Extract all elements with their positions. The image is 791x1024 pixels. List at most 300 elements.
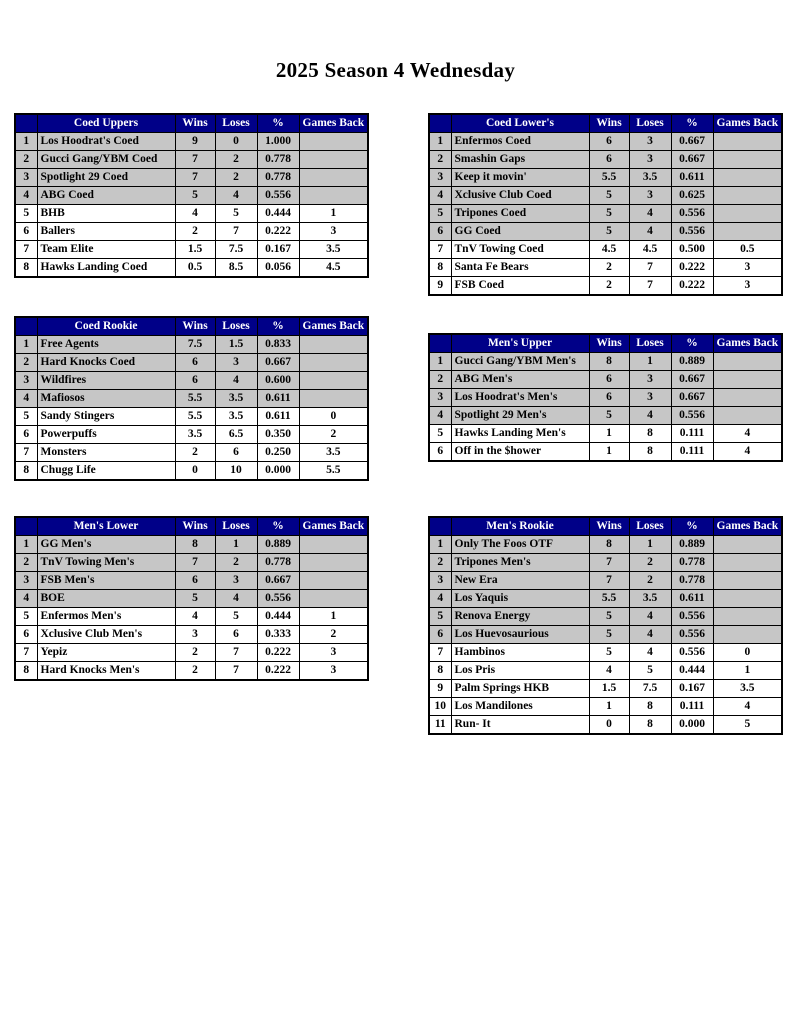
wins-cell: 5 — [589, 187, 629, 205]
table-header-row — [429, 334, 782, 353]
team-name-cell: Only The Foos OTF — [451, 536, 589, 554]
table-row — [15, 572, 368, 590]
pct-cell: 0.556 — [257, 187, 299, 205]
games-back-cell — [713, 572, 782, 590]
wins-cell: 1 — [589, 443, 629, 462]
table-row — [429, 371, 782, 389]
rank-column-header — [15, 114, 37, 133]
wins-cell: 7 — [175, 169, 215, 187]
loses-cell: 4 — [215, 187, 257, 205]
rank-column-header — [15, 517, 37, 536]
rank-column-header — [429, 517, 451, 536]
games-back-cell: 4 — [713, 443, 782, 462]
loses-cell: 3 — [215, 572, 257, 590]
rank-column-header — [429, 114, 451, 133]
rank-cell: 8 — [15, 462, 37, 481]
rank-cell: 1 — [429, 536, 451, 554]
col-header-pct: % — [671, 334, 713, 353]
games-back-cell: 2 — [299, 426, 368, 444]
pct-cell: 0.556 — [257, 590, 299, 608]
table-row — [429, 590, 782, 608]
pct-cell: 0.333 — [257, 626, 299, 644]
pct-cell: 0.667 — [671, 371, 713, 389]
table-row — [429, 205, 782, 223]
games-back-cell: 0 — [713, 644, 782, 662]
standings-table-coed-rookie — [14, 316, 369, 481]
loses-cell: 4 — [215, 372, 257, 390]
loses-cell: 8 — [629, 716, 671, 735]
team-name-cell: Palm Springs HKB — [451, 680, 589, 698]
wins-cell: 0.5 — [175, 259, 215, 278]
col-header-pct: % — [257, 517, 299, 536]
col-header-wins: Wins — [589, 114, 629, 133]
games-back-cell — [299, 169, 368, 187]
games-back-cell — [299, 354, 368, 372]
pct-cell: 0.000 — [257, 462, 299, 481]
wins-cell: 3 — [175, 626, 215, 644]
table-title: Coed Uppers — [37, 114, 175, 133]
games-back-cell — [713, 407, 782, 425]
rank-cell: 5 — [429, 608, 451, 626]
table-row — [15, 187, 368, 205]
games-back-cell: 3 — [299, 662, 368, 681]
games-back-cell: 4 — [713, 425, 782, 443]
rank-column-header — [15, 317, 37, 336]
wins-cell: 7 — [589, 554, 629, 572]
pct-cell: 0.167 — [671, 680, 713, 698]
wins-cell: 5 — [589, 608, 629, 626]
table-title: Coed Rookie — [37, 317, 175, 336]
table-row — [429, 662, 782, 680]
table-row — [15, 590, 368, 608]
loses-cell: 7 — [629, 277, 671, 296]
table-row — [429, 223, 782, 241]
table-row — [429, 680, 782, 698]
team-name-cell: Powerpuffs — [37, 426, 175, 444]
games-back-cell — [713, 187, 782, 205]
wins-cell: 4 — [589, 662, 629, 680]
pct-cell: 0.222 — [671, 259, 713, 277]
pct-cell: 0.889 — [671, 536, 713, 554]
table-row — [429, 608, 782, 626]
rank-cell: 7 — [15, 444, 37, 462]
rank-cell: 5 — [15, 205, 37, 223]
loses-cell: 7 — [629, 259, 671, 277]
wins-cell: 5.5 — [175, 408, 215, 426]
loses-cell: 8 — [629, 425, 671, 443]
pct-cell: 0.056 — [257, 259, 299, 278]
wins-cell: 5 — [175, 187, 215, 205]
wins-cell: 5 — [589, 644, 629, 662]
standings-table-mens-upper — [428, 333, 783, 462]
table-row — [15, 133, 368, 151]
loses-cell: 4 — [629, 407, 671, 425]
table-row — [15, 354, 368, 372]
rank-cell: 6 — [15, 223, 37, 241]
rank-cell: 9 — [429, 680, 451, 698]
wins-cell: 6 — [589, 371, 629, 389]
table-row — [429, 425, 782, 443]
pct-cell: 0.111 — [671, 443, 713, 462]
loses-cell: 2 — [215, 554, 257, 572]
rank-cell: 3 — [15, 372, 37, 390]
col-header-games-back: Games Back — [713, 517, 782, 536]
rank-cell: 3 — [429, 389, 451, 407]
rank-cell: 4 — [429, 590, 451, 608]
table-row — [15, 662, 368, 681]
rank-cell: 2 — [15, 151, 37, 169]
pct-cell: 0.611 — [671, 590, 713, 608]
pct-cell: 0.556 — [671, 644, 713, 662]
table-row — [429, 626, 782, 644]
loses-cell: 10 — [215, 462, 257, 481]
table-row — [15, 536, 368, 554]
rank-cell: 7 — [15, 644, 37, 662]
loses-cell: 3 — [629, 151, 671, 169]
loses-cell: 1.5 — [215, 336, 257, 354]
rank-cell: 1 — [429, 353, 451, 371]
pct-cell: 1.000 — [257, 133, 299, 151]
pct-cell: 0.778 — [257, 151, 299, 169]
team-name-cell: TnV Towing Men's — [37, 554, 175, 572]
team-name-cell: Run- It — [451, 716, 589, 735]
loses-cell: 6 — [215, 444, 257, 462]
loses-cell: 8.5 — [215, 259, 257, 278]
col-header-games-back: Games Back — [299, 317, 368, 336]
rank-cell: 2 — [15, 354, 37, 372]
games-back-cell: 3 — [713, 277, 782, 296]
wins-cell: 2 — [175, 662, 215, 681]
games-back-cell: 4 — [713, 698, 782, 716]
standings-table-mens-lower — [14, 516, 369, 681]
rank-cell: 3 — [15, 572, 37, 590]
team-name-cell: GG Men's — [37, 536, 175, 554]
col-header-pct: % — [257, 317, 299, 336]
table-row — [429, 133, 782, 151]
rank-cell: 4 — [429, 187, 451, 205]
wins-cell: 6 — [175, 354, 215, 372]
rank-cell: 3 — [429, 572, 451, 590]
col-header-loses: Loses — [629, 114, 671, 133]
rank-cell: 2 — [429, 371, 451, 389]
games-back-cell — [299, 536, 368, 554]
table-row — [15, 336, 368, 354]
pct-cell: 0.667 — [671, 389, 713, 407]
loses-cell: 3 — [215, 354, 257, 372]
rank-cell: 4 — [15, 590, 37, 608]
games-back-cell — [299, 554, 368, 572]
team-name-cell: Los Huevosaurious — [451, 626, 589, 644]
games-back-cell: 1 — [299, 608, 368, 626]
loses-cell: 4 — [629, 205, 671, 223]
pct-cell: 0.667 — [671, 133, 713, 151]
pct-cell: 0.500 — [671, 241, 713, 259]
rank-cell: 8 — [15, 259, 37, 278]
team-name-cell: Free Agents — [37, 336, 175, 354]
pct-cell: 0.625 — [671, 187, 713, 205]
table-row — [429, 169, 782, 187]
games-back-cell — [713, 590, 782, 608]
table-title: Men's Lower — [37, 517, 175, 536]
games-back-cell — [299, 151, 368, 169]
loses-cell: 1 — [629, 353, 671, 371]
games-back-cell — [299, 590, 368, 608]
rank-cell: 3 — [15, 169, 37, 187]
team-name-cell: Hambinos — [451, 644, 589, 662]
table-row — [15, 608, 368, 626]
pct-cell: 0.778 — [671, 572, 713, 590]
team-name-cell: Hawks Landing Coed — [37, 259, 175, 278]
team-name-cell: Ballers — [37, 223, 175, 241]
games-back-cell — [299, 133, 368, 151]
games-back-cell — [713, 554, 782, 572]
table-row — [429, 443, 782, 462]
loses-cell: 4.5 — [629, 241, 671, 259]
wins-cell: 7 — [175, 554, 215, 572]
rank-cell: 5 — [15, 408, 37, 426]
team-name-cell: FSB Coed — [451, 277, 589, 296]
team-name-cell: BOE — [37, 590, 175, 608]
rank-cell: 9 — [429, 277, 451, 296]
loses-cell: 5 — [629, 662, 671, 680]
rank-cell: 1 — [15, 336, 37, 354]
rank-cell: 6 — [429, 443, 451, 462]
team-name-cell: FSB Men's — [37, 572, 175, 590]
pct-cell: 0.889 — [671, 353, 713, 371]
rank-cell: 7 — [15, 241, 37, 259]
table-row — [429, 572, 782, 590]
col-header-games-back: Games Back — [713, 334, 782, 353]
pct-cell: 0.833 — [257, 336, 299, 354]
table-row — [429, 151, 782, 169]
rank-cell: 4 — [15, 187, 37, 205]
wins-cell: 0 — [589, 716, 629, 735]
rank-cell: 1 — [429, 133, 451, 151]
team-name-cell: Los Hoodrat's Coed — [37, 133, 175, 151]
col-header-pct: % — [257, 114, 299, 133]
rank-cell: 2 — [15, 554, 37, 572]
pct-cell: 0.350 — [257, 426, 299, 444]
wins-cell: 1 — [589, 698, 629, 716]
wins-cell: 9 — [175, 133, 215, 151]
games-back-cell — [713, 536, 782, 554]
rank-cell: 2 — [429, 554, 451, 572]
table-title: Men's Rookie — [451, 517, 589, 536]
team-name-cell: Hard Knocks Men's — [37, 662, 175, 681]
wins-cell: 5 — [589, 223, 629, 241]
team-name-cell: Tripones Men's — [451, 554, 589, 572]
table-row — [429, 389, 782, 407]
rank-cell: 7 — [429, 644, 451, 662]
col-header-wins: Wins — [175, 517, 215, 536]
wins-cell: 1 — [589, 425, 629, 443]
table-row — [429, 259, 782, 277]
loses-cell: 6.5 — [215, 426, 257, 444]
pct-cell: 0.000 — [671, 716, 713, 735]
col-header-loses: Loses — [215, 517, 257, 536]
team-name-cell: Yepiz — [37, 644, 175, 662]
page-title: 2025 Season 4 Wednesday — [275, 58, 516, 82]
pct-cell: 0.667 — [671, 151, 713, 169]
team-name-cell: Renova Energy — [451, 608, 589, 626]
pct-cell: 0.111 — [671, 425, 713, 443]
games-back-cell — [299, 187, 368, 205]
team-name-cell: Smashin Gaps — [451, 151, 589, 169]
table-row — [429, 536, 782, 554]
rank-cell: 1 — [15, 133, 37, 151]
table-row — [15, 372, 368, 390]
rank-cell: 5 — [429, 205, 451, 223]
pct-cell: 0.778 — [257, 554, 299, 572]
games-back-cell — [713, 353, 782, 371]
rank-cell: 6 — [15, 626, 37, 644]
pct-cell: 0.667 — [257, 572, 299, 590]
games-back-cell — [299, 372, 368, 390]
col-header-wins: Wins — [175, 114, 215, 133]
team-name-cell: Los Mandilones — [451, 698, 589, 716]
wins-cell: 7 — [175, 151, 215, 169]
wins-cell: 2 — [175, 644, 215, 662]
pct-cell: 0.111 — [671, 698, 713, 716]
wins-cell: 2 — [589, 277, 629, 296]
col-header-loses: Loses — [629, 517, 671, 536]
team-name-cell: Santa Fe Bears — [451, 259, 589, 277]
games-back-cell — [713, 205, 782, 223]
standings-table-coed-lowers — [428, 113, 783, 296]
standings-table-mens-rookie — [428, 516, 783, 735]
team-name-cell: TnV Towing Coed — [451, 241, 589, 259]
pct-cell: 0.222 — [257, 644, 299, 662]
table-row — [429, 241, 782, 259]
wins-cell: 2 — [589, 259, 629, 277]
team-name-cell: Xclusive Club Men's — [37, 626, 175, 644]
wins-cell: 1.5 — [175, 241, 215, 259]
loses-cell: 7 — [215, 662, 257, 681]
col-header-games-back: Games Back — [713, 114, 782, 133]
table-row — [429, 187, 782, 205]
team-name-cell: Gucci Gang/YBM Coed — [37, 151, 175, 169]
pct-cell: 0.556 — [671, 205, 713, 223]
wins-cell: 7 — [589, 572, 629, 590]
pct-cell: 0.444 — [671, 662, 713, 680]
team-name-cell: Enfermos Coed — [451, 133, 589, 151]
loses-cell: 7 — [215, 223, 257, 241]
rank-cell: 10 — [429, 698, 451, 716]
col-header-games-back: Games Back — [299, 114, 368, 133]
rank-cell: 6 — [429, 626, 451, 644]
team-name-cell: New Era — [451, 572, 589, 590]
team-name-cell: Wildfires — [37, 372, 175, 390]
games-back-cell: 3 — [713, 259, 782, 277]
games-back-cell — [299, 336, 368, 354]
col-header-pct: % — [671, 517, 713, 536]
table-row — [429, 353, 782, 371]
pct-cell: 0.611 — [257, 408, 299, 426]
pct-cell: 0.444 — [257, 205, 299, 223]
table-row — [15, 444, 368, 462]
wins-cell: 2 — [175, 444, 215, 462]
games-back-cell — [713, 389, 782, 407]
games-back-cell: 0 — [299, 408, 368, 426]
table-row — [15, 462, 368, 481]
col-header-loses: Loses — [215, 317, 257, 336]
games-back-cell: 3.5 — [299, 444, 368, 462]
team-name-cell: Los Pris — [451, 662, 589, 680]
pct-cell: 0.556 — [671, 608, 713, 626]
team-name-cell: Hard Knocks Coed — [37, 354, 175, 372]
team-name-cell: Spotlight 29 Coed — [37, 169, 175, 187]
standings-table-coed-uppers — [14, 113, 369, 278]
rank-column-header — [429, 334, 451, 353]
loses-cell: 1 — [629, 536, 671, 554]
pct-cell: 0.778 — [257, 169, 299, 187]
table-header-row — [429, 517, 782, 536]
rank-cell: 4 — [429, 407, 451, 425]
pct-cell: 0.889 — [257, 536, 299, 554]
pct-cell: 0.222 — [257, 662, 299, 681]
wins-cell: 1.5 — [589, 680, 629, 698]
games-back-cell — [713, 151, 782, 169]
pct-cell: 0.556 — [671, 626, 713, 644]
games-back-cell: 2 — [299, 626, 368, 644]
wins-cell: 6 — [175, 372, 215, 390]
loses-cell: 6 — [215, 626, 257, 644]
rank-cell: 4 — [15, 390, 37, 408]
games-back-cell: 5 — [713, 716, 782, 735]
table-header-row — [15, 317, 368, 336]
table-row — [15, 241, 368, 259]
rank-cell: 8 — [429, 259, 451, 277]
rank-cell: 5 — [15, 608, 37, 626]
wins-cell: 5 — [175, 590, 215, 608]
table-row — [15, 205, 368, 223]
rank-cell: 8 — [15, 662, 37, 681]
pct-cell: 0.167 — [257, 241, 299, 259]
loses-cell: 3.5 — [629, 169, 671, 187]
wins-cell: 8 — [589, 536, 629, 554]
team-name-cell: Enfermos Men's — [37, 608, 175, 626]
loses-cell: 1 — [215, 536, 257, 554]
wins-cell: 4 — [175, 608, 215, 626]
loses-cell: 8 — [629, 443, 671, 462]
games-back-cell: 3 — [299, 644, 368, 662]
team-name-cell: ABG Coed — [37, 187, 175, 205]
loses-cell: 2 — [629, 554, 671, 572]
loses-cell: 4 — [215, 590, 257, 608]
rank-cell: 5 — [429, 425, 451, 443]
wins-cell: 4.5 — [589, 241, 629, 259]
games-back-cell: 1 — [299, 205, 368, 223]
games-back-cell: 3.5 — [713, 680, 782, 698]
games-back-cell: 1 — [713, 662, 782, 680]
games-back-cell: 5.5 — [299, 462, 368, 481]
pct-cell: 0.611 — [257, 390, 299, 408]
loses-cell: 7.5 — [215, 241, 257, 259]
table-row — [15, 554, 368, 572]
games-back-cell — [713, 223, 782, 241]
table-header-row — [15, 517, 368, 536]
team-name-cell: ABG Men's — [451, 371, 589, 389]
pct-cell: 0.778 — [671, 554, 713, 572]
loses-cell: 4 — [629, 626, 671, 644]
table-row — [429, 716, 782, 735]
col-header-loses: Loses — [629, 334, 671, 353]
loses-cell: 3 — [629, 133, 671, 151]
rank-cell: 7 — [429, 241, 451, 259]
loses-cell: 3 — [629, 187, 671, 205]
team-name-cell: Chugg Life — [37, 462, 175, 481]
wins-cell: 6 — [589, 389, 629, 407]
